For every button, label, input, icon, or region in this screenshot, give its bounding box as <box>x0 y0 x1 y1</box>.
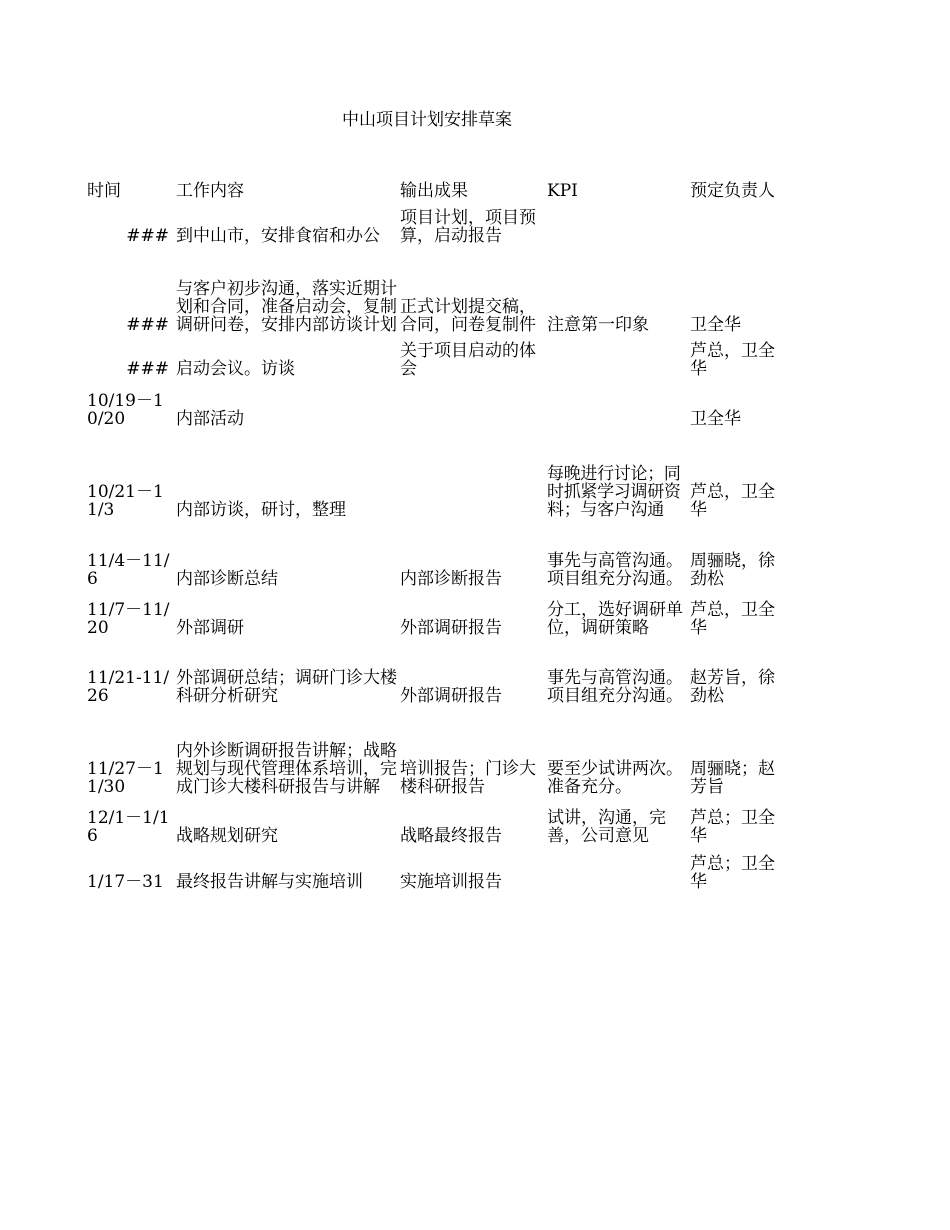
page-title: 中山项目计划安排草案 <box>342 110 512 130</box>
header-row <box>84 155 784 200</box>
table-row <box>84 796 784 845</box>
time-cell: 12/1－1/16 <box>87 808 170 846</box>
owner-cell: 卫全华 <box>690 409 741 429</box>
header-output: 输出成果 <box>400 181 468 201</box>
kpi-cell: 注意第一印象 <box>547 315 649 335</box>
output-cell <box>397 428 544 519</box>
header-time: 时间 <box>87 181 121 201</box>
table-row <box>84 519 784 588</box>
kpi-cell: 要至少试讲两次。准备充分。 <box>547 759 683 797</box>
content-cell: 内部诊断总结 <box>176 569 278 589</box>
content-cell: 到中山市，安排食宿和办公 <box>176 226 380 246</box>
owner-cell: 芦总；卫全华 <box>690 854 775 892</box>
output-cell <box>397 378 544 428</box>
table-row <box>84 428 784 519</box>
output-cell: 外部调研报告 <box>400 686 502 706</box>
kpi-cell <box>544 378 687 428</box>
plan-table <box>84 155 784 891</box>
header-owner: 预定负责人 <box>690 181 775 201</box>
content-cell: 内部访谈，研讨，整理 <box>176 500 346 520</box>
output-cell: 培训报告；门诊大楼科研报告 <box>400 759 536 797</box>
time-cell: ### <box>126 359 169 379</box>
kpi-cell: 分工，选好调研单位，调研策略 <box>547 600 683 638</box>
time-cell: ### <box>126 226 169 246</box>
kpi-cell: 事先与高管沟通。项目组充分沟通。 <box>547 668 683 706</box>
time-cell: 11/21-11/26 <box>87 668 170 706</box>
table-row <box>84 245 784 334</box>
output-cell: 正式计划提交稿，合同，问卷复制件 <box>400 297 536 335</box>
time-cell: 11/7－11/20 <box>87 600 170 638</box>
header-content: 工作内容 <box>176 181 244 201</box>
table-row <box>84 845 784 891</box>
owner-cell: 芦总，卫全华 <box>690 600 775 638</box>
owner-cell: 周骊晓；赵芳旨 <box>690 759 775 797</box>
header-kpi: KPI <box>547 181 578 201</box>
table-row <box>84 378 784 428</box>
kpi-cell <box>544 200 687 245</box>
owner-cell: 周骊晓，徐劲松 <box>690 551 775 589</box>
table-row <box>84 637 784 705</box>
content-cell: 战略规划研究 <box>176 826 278 846</box>
table-row <box>84 200 784 245</box>
time-cell: ### <box>126 315 169 335</box>
time-cell: 11/4－11/6 <box>87 551 170 589</box>
time-cell: 11/27－11/30 <box>87 759 164 797</box>
content-cell: 内外诊断调研报告讲解；战略规划与现代管理体系培训，完成门诊大楼科研报告与讲解 <box>176 741 397 797</box>
time-cell: 10/21－11/3 <box>87 482 164 520</box>
time-cell: 10/19－10/20 <box>87 391 164 429</box>
time-cell: 1/17－31 <box>87 872 164 892</box>
kpi-cell: 事先与高管沟通。项目组充分沟通。 <box>547 551 683 589</box>
kpi-cell: 试讲，沟通，完善，公司意见 <box>547 808 666 846</box>
content-cell: 启动会议。访谈 <box>176 359 295 379</box>
table-row <box>84 588 784 637</box>
table-row <box>84 705 784 796</box>
output-cell: 实施培训报告 <box>400 872 502 892</box>
owner-cell: 芦总；卫全华 <box>690 808 775 846</box>
kpi-cell <box>544 334 687 378</box>
kpi-cell: 每晚进行讨论；同时抓紧学习调研资料；与客户沟通 <box>547 464 681 520</box>
owner-cell: 芦总，卫全华 <box>690 341 775 379</box>
output-cell: 内部诊断报告 <box>400 569 502 589</box>
owner-cell: 卫全华 <box>690 315 741 335</box>
content-cell: 外部调研总结；调研门诊大楼科研分析研究 <box>176 668 397 706</box>
output-cell: 项目计划，项目预算，启动报告 <box>400 208 536 246</box>
owner-cell: 赵芳旨，徐劲松 <box>690 668 775 706</box>
content-cell: 与客户初步沟通，落实近期计划和合同，准备启动会，复制调研问卷，安排内部访谈计划 <box>176 279 397 335</box>
table-row <box>84 334 784 378</box>
output-cell: 关于项目启动的体会 <box>400 341 536 379</box>
output-cell: 战略最终报告 <box>400 826 502 846</box>
content-cell: 外部调研 <box>176 618 244 638</box>
content-cell: 最终报告讲解与实施培训 <box>176 872 363 892</box>
kpi-cell <box>544 845 687 891</box>
content-cell: 内部活动 <box>176 409 244 429</box>
owner-cell <box>687 200 784 245</box>
owner-cell: 芦总，卫全华 <box>690 482 775 520</box>
output-cell: 外部调研报告 <box>400 618 502 638</box>
